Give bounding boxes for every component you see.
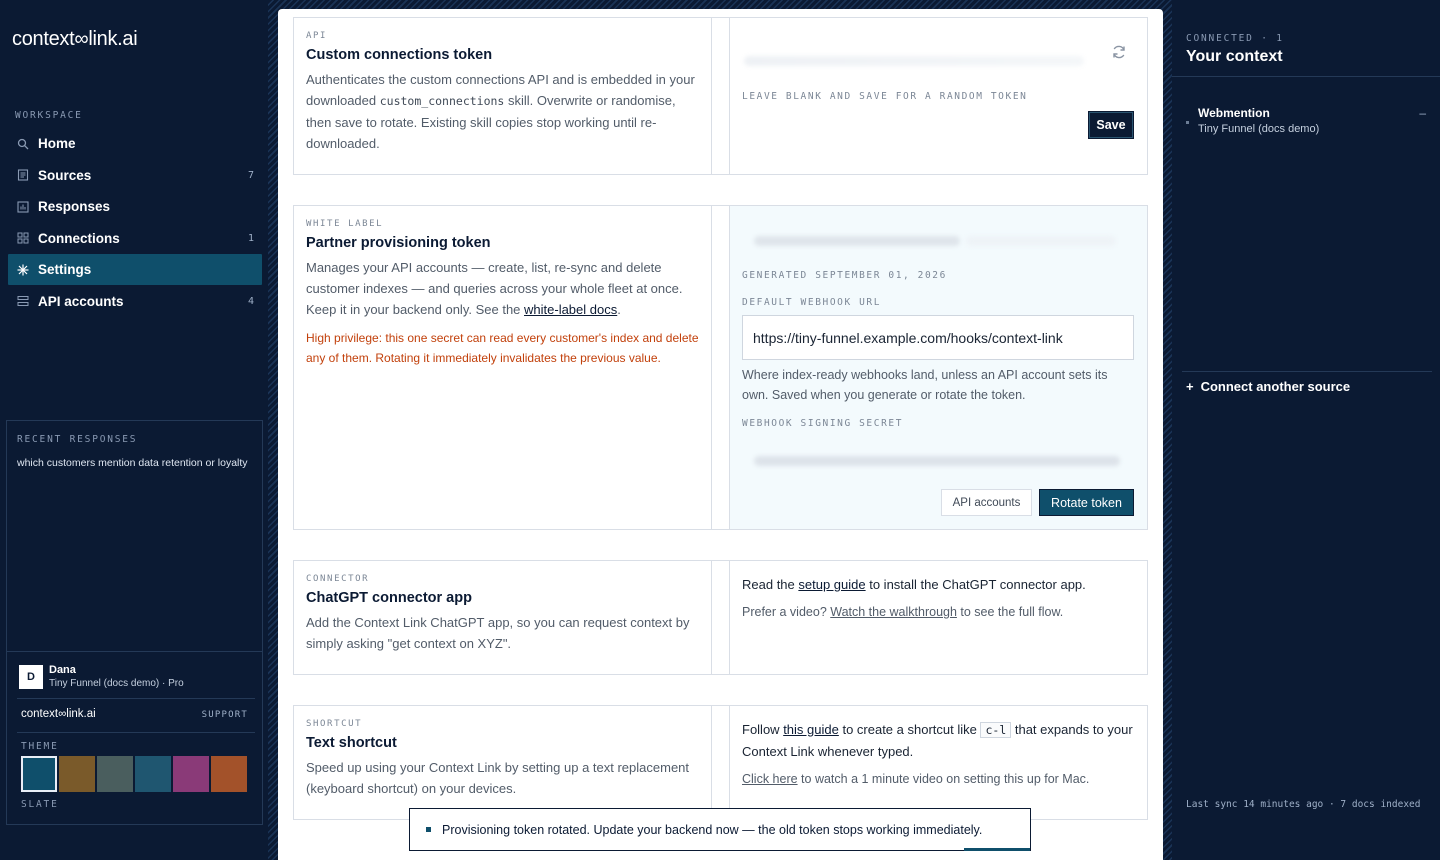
privilege-warning: High privilege: this one secret can read every customer's index and delete any of them. Rotating it immediately invalidates the previous value. bbox=[306, 331, 699, 365]
theme-swatches bbox=[21, 756, 247, 792]
shortcut-video-text: Click here to watch a 1 minute video on setting this up for Mac. bbox=[742, 772, 1090, 786]
theme-swatch[interactable] bbox=[173, 756, 209, 792]
sidebar-nav bbox=[8, 128, 262, 318]
panel-title: Your context bbox=[1186, 48, 1283, 65]
theme-swatch[interactable] bbox=[21, 756, 57, 792]
generated-date: GENERATED SEPTEMBER 01, 2026 bbox=[742, 270, 947, 281]
sidebar-item-label: Settings bbox=[38, 262, 92, 278]
user-plan: Tiny Funnel (docs demo) · Pro bbox=[49, 678, 184, 689]
card-title: Text shortcut bbox=[306, 735, 397, 751]
bar-chart-icon bbox=[16, 200, 30, 214]
card-eyebrow: API bbox=[306, 31, 328, 41]
sync-status: Last sync 14 minutes ago · 7 docs indexed bbox=[1186, 799, 1421, 810]
rotate-token-button[interactable]: Rotate token bbox=[1039, 489, 1134, 516]
shortcut-instructions bbox=[730, 706, 1147, 819]
user-card[interactable] bbox=[19, 664, 184, 689]
save-button[interactable]: Save bbox=[1088, 111, 1134, 139]
webhook-url-input[interactable]: https://tiny-funnel.example.com/hooks/context-link bbox=[742, 315, 1134, 360]
divider bbox=[17, 732, 255, 733]
avatar: D bbox=[19, 665, 43, 689]
divider bbox=[17, 698, 255, 699]
recent-responses-label: RECENT RESPONSES bbox=[17, 434, 138, 445]
card-title: ChatGPT connector app bbox=[306, 590, 472, 606]
sidebar-item-label: Connections bbox=[38, 230, 120, 246]
theme-swatch[interactable] bbox=[211, 756, 247, 792]
provisioning-token-card bbox=[293, 205, 1148, 530]
api-accounts-button[interactable]: API accounts bbox=[941, 489, 1032, 516]
source-name: Webmention bbox=[1198, 106, 1270, 120]
walkthrough-text: Prefer a video? Watch the walkthrough to see the full flow. bbox=[742, 605, 1064, 619]
card-description: Speed up using your Context Link by setting up a text replacement (keyboard shortcut) on your devices. bbox=[306, 760, 690, 796]
footer-logo[interactable]: context∞link.ai bbox=[21, 708, 96, 720]
sidebar bbox=[0, 0, 268, 860]
support-link[interactable]: SUPPORT bbox=[201, 710, 248, 720]
theme-label: THEME bbox=[21, 741, 59, 752]
sidebar-item-label: Responses bbox=[38, 199, 111, 215]
connect-source-button[interactable] bbox=[1186, 379, 1350, 394]
sidebar-item-label: Home bbox=[38, 136, 76, 151]
sidebar-item-count: 1 bbox=[247, 232, 254, 244]
token-value-blurred bbox=[754, 236, 960, 246]
toast-message: Provisioning token rotated. Update your backend now — the old token stops working immediately. bbox=[442, 822, 983, 837]
source-workspace: Tiny Funnel (docs demo) bbox=[1198, 123, 1320, 135]
shortcut-guide-text: Follow this guide to create a shortcut like c-l that expands to your Context Link whenever typed. bbox=[742, 722, 1133, 759]
signing-secret-label: WEBHOOK SIGNING SECRET bbox=[742, 418, 904, 429]
sidebar-item-label: Sources bbox=[38, 167, 92, 183]
card-gutter bbox=[711, 206, 730, 529]
white-label-docs-link[interactable]: white-label docs bbox=[524, 302, 618, 317]
card-description: Add the Context Link ChatGPT app, so you can request context by simply asking "get context on XYZ". bbox=[306, 615, 690, 651]
setup-guide-link[interactable]: setup guide bbox=[798, 577, 866, 592]
card-gutter bbox=[711, 18, 730, 174]
theme-name: SLATE bbox=[21, 799, 59, 810]
app-logo[interactable]: context∞link.ai bbox=[12, 28, 138, 50]
sidebar-footer bbox=[6, 652, 263, 825]
walkthrough-link[interactable]: Watch the walkthrough bbox=[830, 605, 957, 619]
click-here-link[interactable]: Click here bbox=[742, 772, 798, 786]
sidebar-item-responses[interactable] bbox=[8, 191, 262, 222]
card-eyebrow: CONNECTOR bbox=[306, 574, 370, 584]
card-gutter bbox=[711, 561, 730, 674]
plus-icon: + bbox=[1186, 379, 1194, 394]
document-icon bbox=[16, 168, 30, 182]
sidebar-item-sources[interactable] bbox=[8, 160, 262, 191]
recent-response-item[interactable]: which customers mention data retention or loyalty bbox=[17, 457, 248, 469]
stack-icon bbox=[16, 294, 30, 308]
search-icon bbox=[16, 137, 30, 151]
theme-swatch[interactable] bbox=[135, 756, 171, 792]
toast-bullet bbox=[426, 827, 431, 832]
sidebar-item-home[interactable] bbox=[8, 128, 262, 159]
refresh-icon[interactable] bbox=[1111, 44, 1127, 65]
context-panel bbox=[1172, 0, 1440, 860]
webhook-help-text: Where index-ready webhooks land, unless an API account sets its own. Saved when you generate or rotate the token. bbox=[742, 368, 1108, 402]
recent-responses-panel bbox=[6, 420, 263, 652]
sidebar-item-api-accounts[interactable] bbox=[8, 286, 262, 317]
sidebar-item-connections[interactable] bbox=[8, 223, 262, 254]
api-token-form bbox=[730, 18, 1147, 174]
setup-guide-text: Read the setup guide to install the ChatGPT connector app. bbox=[742, 577, 1086, 592]
theme-swatch[interactable] bbox=[59, 756, 95, 792]
token-hint: LEAVE BLANK AND SAVE FOR A RANDOM TOKEN bbox=[742, 91, 1028, 102]
settings-content bbox=[278, 9, 1163, 860]
card-eyebrow: SHORTCUT bbox=[306, 719, 363, 729]
sidebar-item-label: API accounts bbox=[38, 293, 124, 309]
token-input-blurred[interactable] bbox=[744, 56, 1084, 66]
signing-secret-blurred bbox=[754, 456, 1120, 466]
connector-instructions bbox=[730, 561, 1147, 674]
grid-icon bbox=[16, 231, 30, 245]
api-token-card bbox=[293, 17, 1148, 175]
connect-source-label: Connect another source bbox=[1200, 379, 1351, 394]
divider bbox=[1182, 371, 1432, 372]
user-name: Dana bbox=[49, 664, 76, 676]
sidebar-item-count: 7 bbox=[247, 169, 254, 181]
webhook-url-label: DEFAULT WEBHOOK URL bbox=[742, 297, 882, 308]
card-title: Partner provisioning token bbox=[306, 235, 491, 251]
token-value-blurred bbox=[966, 236, 1116, 246]
card-description: Manages your API accounts — create, list, re-sync and delete customer indexes — and queries across your whole fleet at once. Keep it in your backend only. See the white-label docs. bbox=[306, 260, 683, 317]
source-item[interactable] bbox=[1186, 106, 1426, 135]
shortcut-guide-link[interactable]: this guide bbox=[783, 722, 839, 737]
theme-swatch[interactable] bbox=[97, 756, 133, 792]
toast-progress-bar bbox=[964, 848, 1030, 851]
card-gutter bbox=[711, 706, 730, 819]
card-description: Authenticates the custom connections API and is embedded in your downloaded custom_connections skill. Overwrite or randomise, then save to rotate. Existing skill copies stop working until re-downloaded. bbox=[306, 72, 695, 151]
remove-source-icon[interactable]: – bbox=[1419, 106, 1426, 120]
provisioning-token-form bbox=[730, 206, 1147, 529]
sparkle-icon bbox=[16, 263, 30, 277]
sidebar-item-count: 4 bbox=[247, 295, 254, 307]
connector-card bbox=[293, 560, 1148, 675]
shortcut-example: c-l bbox=[980, 722, 1011, 738]
source-bullet bbox=[1186, 121, 1189, 124]
skill-name: custom_connections bbox=[379, 94, 505, 108]
shortcut-card bbox=[293, 705, 1148, 820]
toast-notification[interactable] bbox=[409, 808, 1031, 851]
workspace-label: WORKSPACE bbox=[15, 110, 83, 121]
card-title: Custom connections token bbox=[306, 47, 493, 63]
sidebar-item-settings[interactable] bbox=[8, 254, 262, 285]
card-eyebrow: WHITE LABEL bbox=[306, 219, 384, 229]
divider bbox=[1172, 76, 1440, 77]
connected-count-label: CONNECTED · 1 bbox=[1186, 33, 1284, 44]
